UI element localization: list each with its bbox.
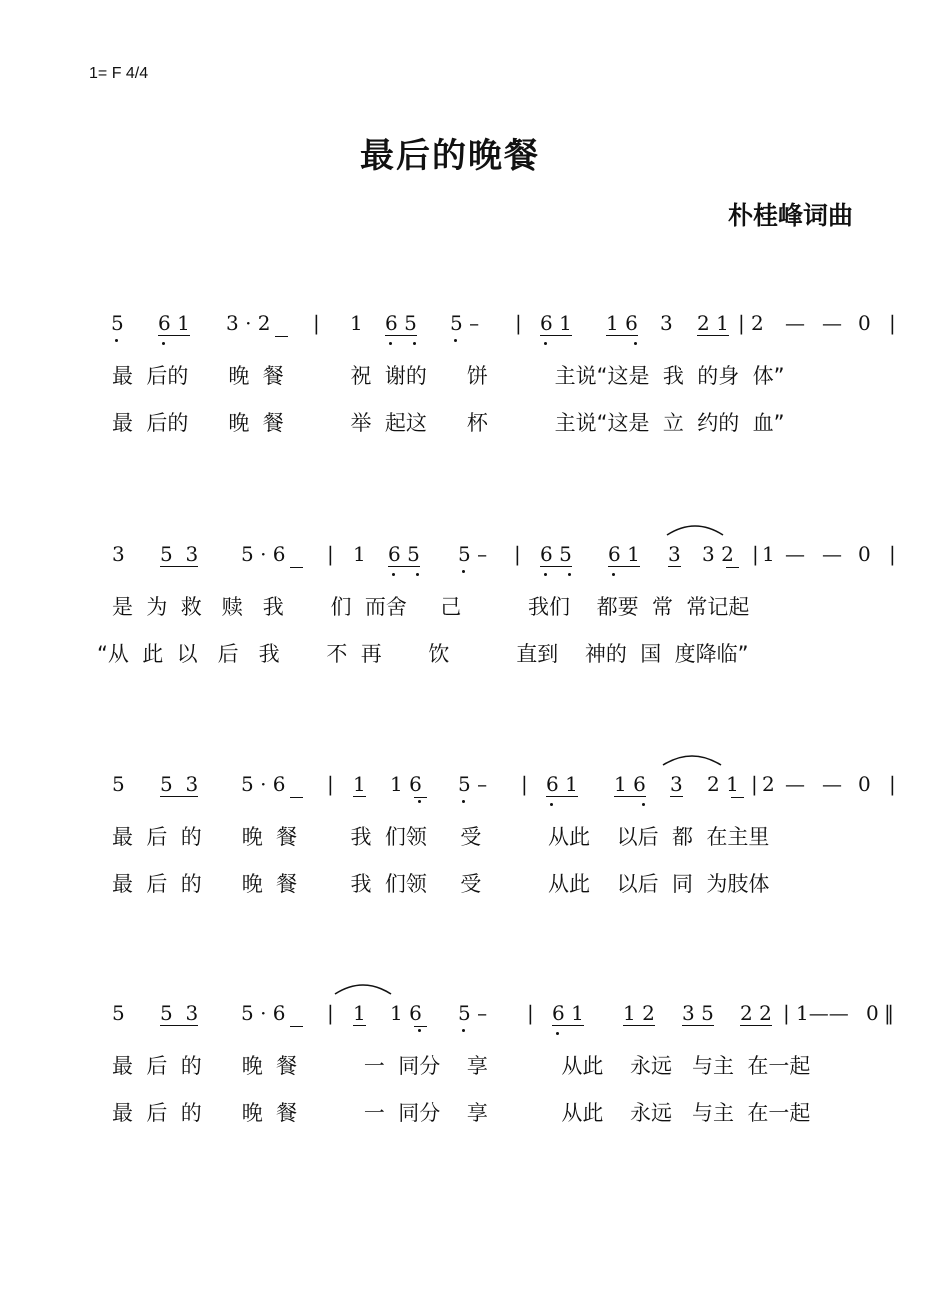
barline: | xyxy=(738,311,745,335)
underline xyxy=(414,1026,427,1027)
underline xyxy=(290,567,303,568)
note: 6 1 xyxy=(158,311,190,335)
note: 2 xyxy=(762,772,775,796)
underline xyxy=(290,1026,303,1027)
underline xyxy=(726,567,739,568)
note: 2 1 xyxy=(707,772,739,796)
octave-dot xyxy=(115,339,118,342)
barline: ‖ xyxy=(884,1001,894,1025)
note: 5 xyxy=(112,772,125,796)
note: — xyxy=(785,542,805,566)
note: 2 xyxy=(751,311,764,335)
slur xyxy=(666,521,724,537)
note: — xyxy=(822,311,842,335)
underline xyxy=(290,797,303,798)
octave-dot xyxy=(634,342,637,345)
note: 1 xyxy=(353,1001,366,1025)
note: 6 5 xyxy=(540,542,572,566)
octave-dot xyxy=(162,342,165,345)
composer-credit: 朴桂峰词曲 xyxy=(727,201,853,230)
lyric-line-2: “从 此 以 后 我 不 再 饮 直到 神的 国 度降临” xyxy=(97,642,749,666)
note: 5 3 xyxy=(160,1001,199,1025)
slur xyxy=(662,751,722,767)
underline xyxy=(275,336,288,337)
note: 5 – xyxy=(458,772,488,796)
note: 6 1 xyxy=(540,311,572,335)
note: 1—— xyxy=(796,1001,849,1025)
note: 5 3 xyxy=(160,542,199,566)
octave-dot xyxy=(612,573,615,576)
note: 6 1 xyxy=(552,1001,584,1025)
note: 5 – xyxy=(458,542,488,566)
note: 6 5 xyxy=(388,542,420,566)
note: 2 2 xyxy=(740,1001,772,1025)
lyric-line-1: 最 后 的 晚 餐 我 们领 受 从此 以后 都 在主里 xyxy=(112,825,770,849)
octave-dot xyxy=(568,573,571,576)
barline: | xyxy=(327,1001,334,1025)
octave-dot xyxy=(418,800,421,803)
barline: | xyxy=(889,311,896,335)
barline: | xyxy=(514,542,521,566)
octave-dot xyxy=(392,573,395,576)
barline: | xyxy=(889,542,896,566)
octave-dot xyxy=(454,339,457,342)
octave-dot xyxy=(462,800,465,803)
note: 0 xyxy=(858,772,871,796)
barline: | xyxy=(783,1001,790,1025)
lyric-line-1: 最 后的 晚 餐 祝 谢的 饼 主说“这是 我 的身 体” xyxy=(112,364,785,388)
notes-line xyxy=(0,1002,949,1042)
note: 3 xyxy=(112,542,125,566)
song-title: 最后的晚餐 xyxy=(360,136,540,176)
octave-dot xyxy=(544,342,547,345)
note: 1 xyxy=(762,542,775,566)
octave-dot xyxy=(544,573,547,576)
note: 3 5 xyxy=(682,1001,714,1025)
note: 3 2 xyxy=(702,542,734,566)
note: 1 xyxy=(353,542,366,566)
lyric-line-1: 最 后 的 晚 餐 一 同分 享 从此 永远 与主 在一起 xyxy=(112,1054,811,1078)
note: 3 xyxy=(660,311,673,335)
note: — xyxy=(785,311,805,335)
note: — xyxy=(785,772,805,796)
note: 1 xyxy=(350,311,363,335)
note: 5 – xyxy=(458,1001,488,1025)
note: 5 3 xyxy=(160,772,199,796)
lyric-line-2: 最 后 的 晚 餐 我 们领 受 从此 以后 同 为肢体 xyxy=(112,872,770,896)
underline xyxy=(414,797,427,798)
octave-dot xyxy=(416,573,419,576)
note: 5 – xyxy=(450,311,480,335)
note: 1 2 xyxy=(623,1001,655,1025)
barline: | xyxy=(327,542,334,566)
octave-dot xyxy=(556,1032,559,1035)
note: 3 xyxy=(670,772,683,796)
barline: | xyxy=(327,772,334,796)
barline: | xyxy=(515,311,522,335)
note: — xyxy=(822,772,842,796)
note: 1 6 xyxy=(614,772,646,796)
note: 5 xyxy=(112,1001,125,1025)
slur xyxy=(334,980,392,996)
barline: | xyxy=(889,772,896,796)
octave-dot xyxy=(413,342,416,345)
barline: | xyxy=(751,772,758,796)
note: — xyxy=(822,542,842,566)
note: 0 xyxy=(866,1001,879,1025)
barline: | xyxy=(521,772,528,796)
lyric-line-2: 最 后 的 晚 餐 一 同分 享 从此 永远 与主 在一起 xyxy=(112,1101,811,1125)
note: 6 1 xyxy=(608,542,640,566)
octave-dot xyxy=(550,803,553,806)
underline xyxy=(731,797,744,798)
key-signature: 1= F 4/4 xyxy=(89,65,149,82)
notes-line xyxy=(0,773,949,813)
note: 0 xyxy=(858,311,871,335)
note: 5 · 6 xyxy=(241,772,286,796)
note: 6 5 xyxy=(385,311,417,335)
barline: | xyxy=(752,542,759,566)
note: 1 6 xyxy=(390,1001,422,1025)
note: 1 6 xyxy=(606,311,638,335)
lyric-line-1: 是 为 救 赎 我 们 而舍 己 我们 都要 常 常记起 xyxy=(112,595,750,619)
barline: | xyxy=(527,1001,534,1025)
octave-dot xyxy=(418,1029,421,1032)
note: 1 6 xyxy=(390,772,422,796)
note: 1 xyxy=(353,772,366,796)
barline: | xyxy=(313,311,320,335)
note: 3 xyxy=(668,542,681,566)
note: 2 1 xyxy=(697,311,729,335)
notes-line xyxy=(0,543,949,583)
lyric-line-2: 最 后的 晚 餐 举 起这 杯 主说“这是 立 约的 血” xyxy=(112,411,785,435)
octave-dot xyxy=(389,342,392,345)
note: 6 1 xyxy=(546,772,578,796)
octave-dot xyxy=(462,1029,465,1032)
octave-dot xyxy=(642,803,645,806)
notes-line xyxy=(0,312,949,352)
octave-dot xyxy=(462,570,465,573)
note: 5 · 6 xyxy=(241,542,286,566)
note: 5 · 6 xyxy=(241,1001,286,1025)
note: 3 · 2 xyxy=(226,311,271,335)
note: 0 xyxy=(858,542,871,566)
note: 5 xyxy=(111,311,124,335)
